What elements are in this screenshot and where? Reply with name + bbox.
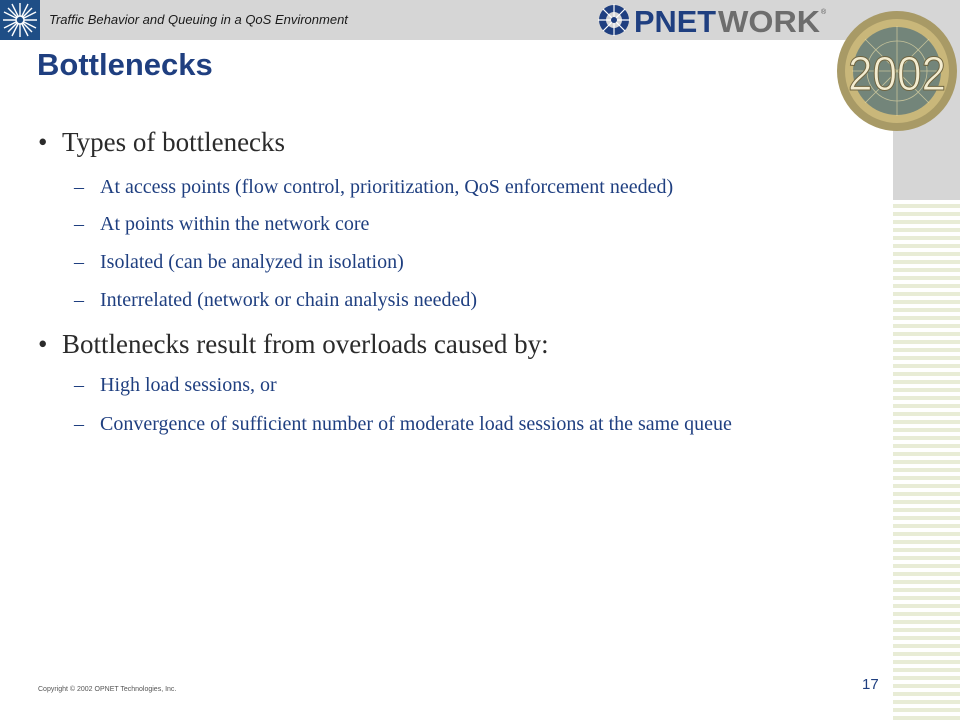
sub-bullet-dash: – [74, 289, 84, 311]
sub-bullet-text: Isolated (can be analyzed in isolation) [100, 251, 404, 273]
sub-bullet-item [74, 374, 277, 397]
starburst-logo-icon [0, 0, 40, 40]
sub-bullet-dash: – [74, 176, 84, 198]
sub-bullet-item [74, 176, 673, 199]
svg-text:WORK: WORK [718, 4, 821, 38]
badge-year-text: 2002 [848, 48, 946, 101]
bullet-item [38, 329, 549, 360]
sub-bullet-dash: – [74, 374, 84, 396]
presentation-title: Traffic Behavior and Queuing in a QoS Environment [49, 12, 348, 27]
sub-bullet-dash: – [74, 413, 84, 435]
svg-text:PNET: PNET [634, 4, 717, 38]
sub-bullet-item [74, 289, 477, 312]
page-number: 17 [862, 676, 879, 693]
sub-bullet-text: High load sessions, or [100, 374, 277, 396]
bullet-dot: • [38, 329, 48, 359]
svg-text:®: ® [821, 9, 827, 16]
bullet-text: Bottlenecks result from overloads caused by: [62, 329, 549, 359]
bullet-text: Types of bottlenecks [62, 127, 286, 157]
sub-bullet-dash: – [74, 213, 84, 235]
slide-title: Bottlenecks [37, 47, 213, 82]
sub-bullet-item [74, 213, 369, 236]
sub-bullet-text: Convergence of sufficient number of moderate load sessions at the same queue [100, 413, 732, 435]
opnetwork-logo [596, 2, 828, 38]
sub-bullet-text: At access points (flow control, prioritization, QoS enforcement needed) [100, 176, 674, 198]
year-2002-badge [832, 6, 960, 136]
sub-bullet-text: At points within the network core [100, 213, 370, 235]
sub-bullet-text: Interrelated (network or chain analysis needed) [100, 289, 478, 311]
bullet-item [38, 127, 285, 158]
bullet-dot: • [38, 127, 48, 157]
footer-copyright: Copyright © 2002 OPNET Technologies, Inc. [38, 686, 177, 693]
sub-bullet-item [74, 410, 874, 438]
sub-bullet-item [74, 251, 404, 274]
sub-bullet-dash: – [74, 251, 84, 273]
